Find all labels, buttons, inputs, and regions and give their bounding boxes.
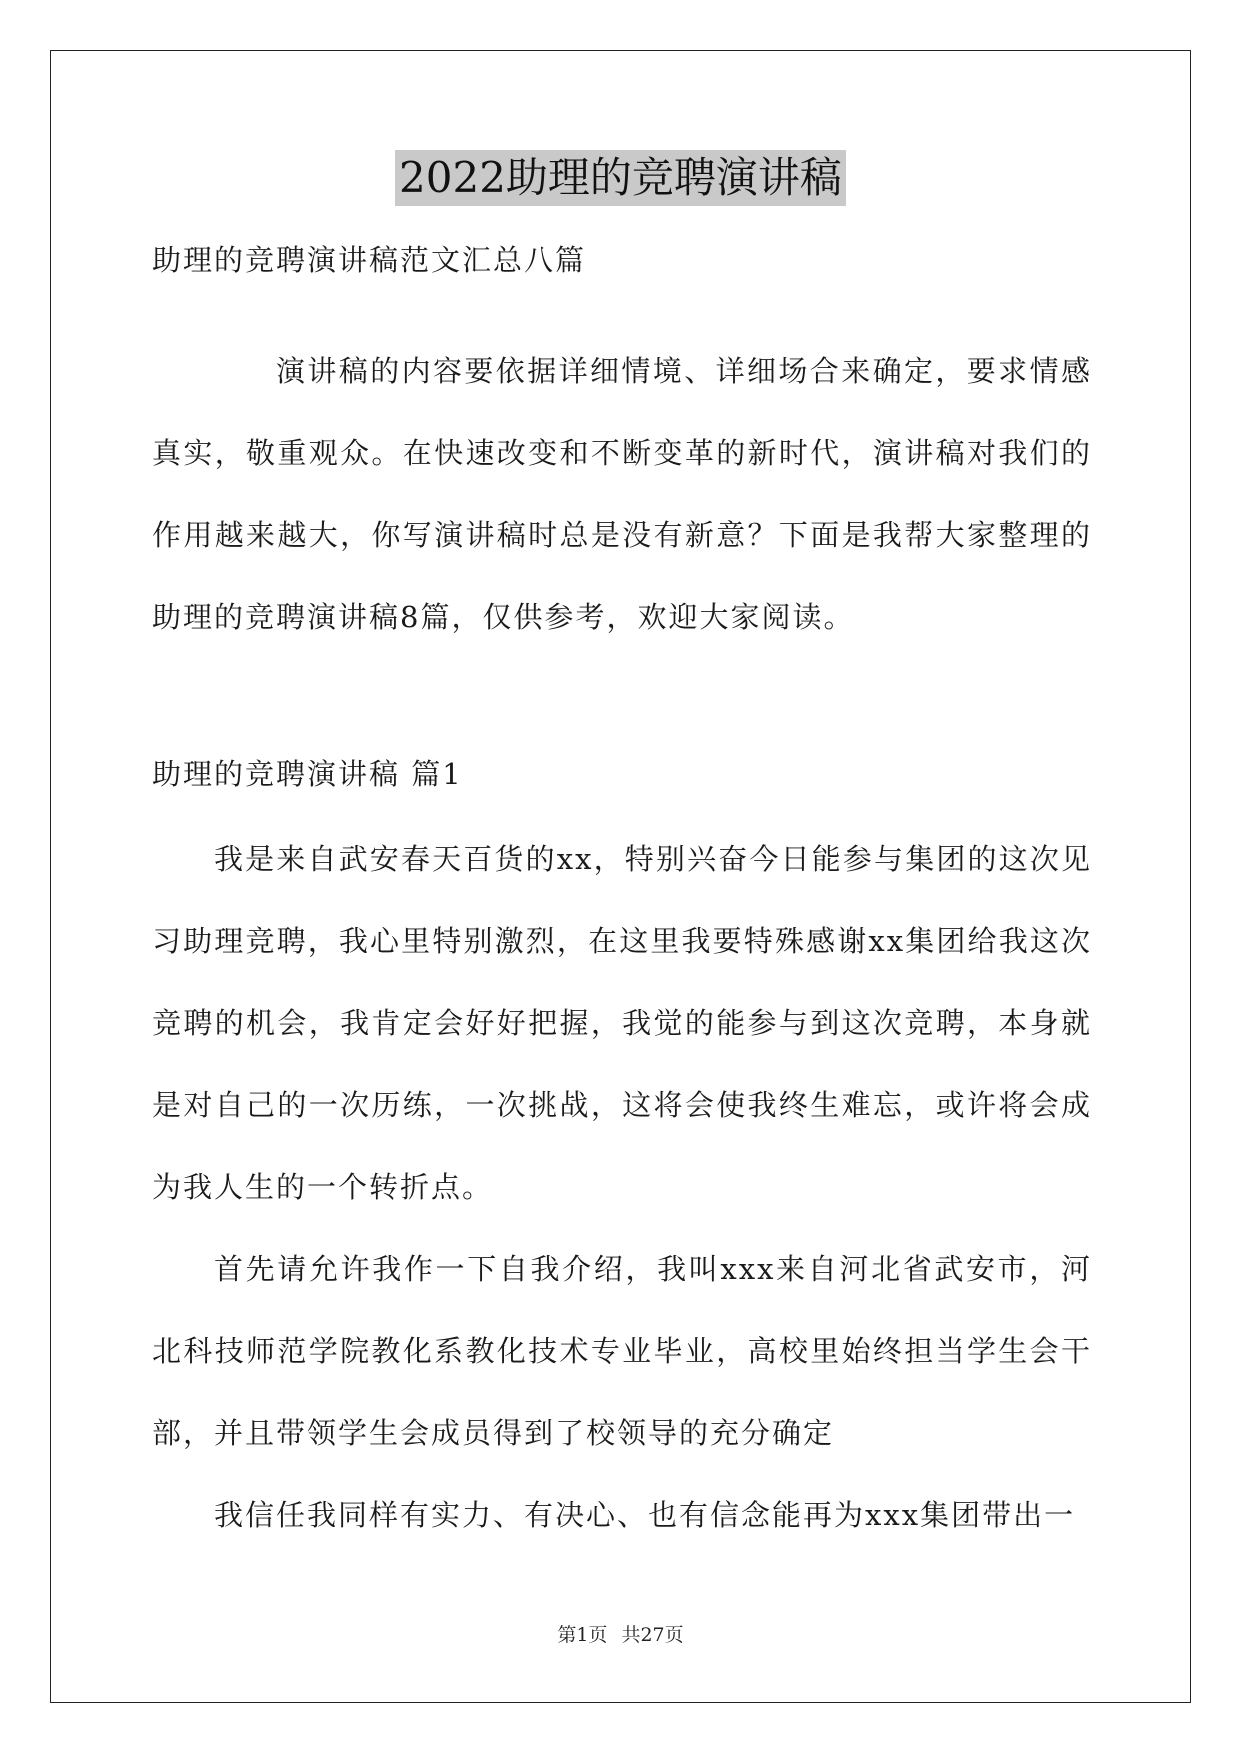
page-number: 第1页 [557, 1624, 608, 1646]
title-container [0, 150, 1241, 206]
section-heading: 助理的竞聘演讲稿 篇1 [152, 757, 463, 791]
body-paragraph: 我信任我同样有实力、有决心、也有信念能再为xxx集团带出一 [214, 1498, 1076, 1532]
document-title: 2022助理的竞聘演讲稿 [395, 150, 846, 206]
document-subtitle: 助理的竞聘演讲稿范文汇总八篇 [152, 243, 587, 277]
body-paragraph: 首先请允许我作一下自我介绍，我叫xxx来自河北省武安市，河北科技师范学院教化系教化技术专业毕业，高校里始终担当学生会干部，并且带领学生会成员得到了校领导的充分确定 [152, 1252, 1092, 1450]
body-paragraph: 我是来自武安春天百货的xx，特别兴奋今日能参与集团的这次见习助理竞聘，我心里特别激烈，在这里我要特殊感谢xx集团给我这次竞聘的机会，我肯定会好好把握，我觉的能参与到这次竞聘，本身就是对自己的一次历练，一次挑战，这将会使我终生难忘，或许将会成为我人生的一个转折点。 [152, 842, 1092, 1204]
page-footer [0, 1620, 1241, 1647]
intro-section [152, 330, 1092, 658]
body-section [152, 818, 1092, 1556]
page-total: 共27页 [621, 1624, 684, 1646]
intro-paragraph: 演讲稿的内容要依据详细情境、详细场合来确定，要求情感真实，敬重观众。在快速改变和不断变革的新时代，演讲稿对我们的作用越来越大，你写演讲稿时总是没有新意？下面是我帮大家整理的助理的竞聘演讲稿8篇，仅供参考，欢迎大家阅读。 [152, 354, 1092, 634]
